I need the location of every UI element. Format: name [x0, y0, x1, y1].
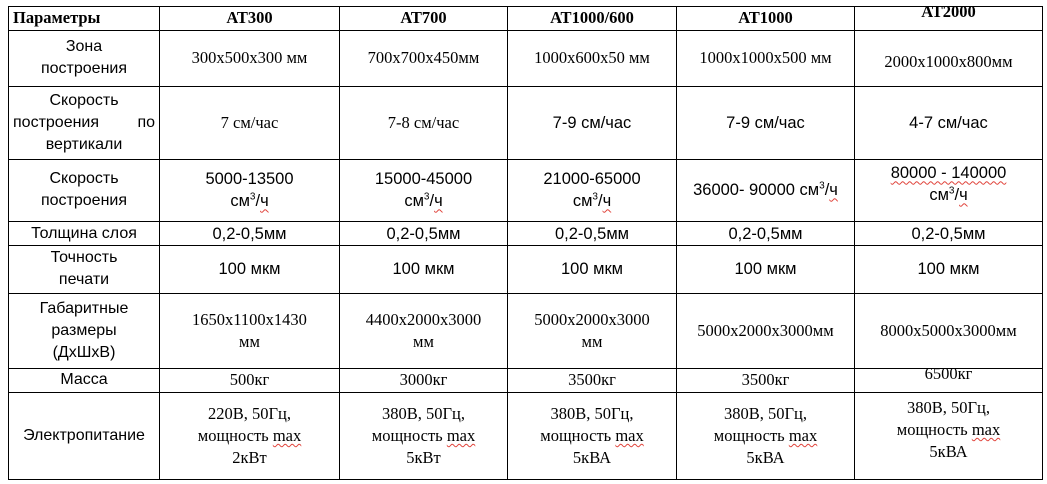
- param-build-zone: Зона построения: [9, 30, 160, 86]
- header-parameters: Параметры: [9, 7, 160, 31]
- value-cell: 2000x1000x800мм: [855, 30, 1043, 86]
- row-vertical-speed: [9, 87, 1043, 160]
- row-build-zone: [9, 30, 1043, 86]
- value-cell: 100 мкм: [677, 246, 855, 294]
- value-cell: 80000 - 140000 $см^3/ч$: [855, 159, 1043, 221]
- value-cell: 0,2-0,5мм: [677, 222, 855, 246]
- value-cell: 0,2-0,5мм: [508, 222, 677, 246]
- value-cell: 500кг: [160, 368, 340, 392]
- value-cell: 5000x2000x3000мм: [677, 293, 855, 368]
- value-cell: 380В, 50Гц, мощность max 5кВА: [508, 392, 677, 479]
- param-build-speed: Скорость построения: [9, 159, 160, 221]
- param-vertical-speed: Скорость построения по вертикали: [9, 87, 160, 160]
- value-cell: 3000кг: [340, 368, 508, 392]
- param-dimensions: Габаритные размеры (ДхШхВ): [9, 293, 160, 368]
- row-build-speed: [9, 159, 1043, 221]
- value-cell: 3500кг: [677, 368, 855, 392]
- value-cell: 7-9 см/час: [677, 87, 855, 160]
- row-print-accuracy: [9, 246, 1043, 294]
- header-model: [855, 2, 1043, 31]
- value-cell: 300x500x300 мм: [160, 30, 340, 86]
- specifications-table: [8, 2, 1043, 480]
- value-cell: 4-7 см/час: [855, 87, 1043, 160]
- param-print-accuracy: Точность печати: [9, 246, 160, 294]
- value-cell: 8000x5000x3000мм: [855, 293, 1043, 368]
- value-cell: 5000-13500 $см^3/ч$: [160, 159, 340, 221]
- value-cell: 21000-65000 $см^3/ч$: [508, 159, 677, 221]
- header-model: АТ700: [340, 7, 508, 31]
- value-cell: 7 см/час: [160, 87, 340, 160]
- value-cell: 100 мкм: [340, 246, 508, 294]
- value-cell: 1000x600x50 мм: [508, 30, 677, 86]
- row-layer-thickness: [9, 222, 1043, 246]
- value-cell: 0,2-0,5мм: [160, 222, 340, 246]
- param-power: Электропитание: [9, 392, 160, 479]
- value-cell: 100 мкм: [160, 246, 340, 294]
- header-model: АТ300: [160, 7, 340, 31]
- value-cell: 0,2-0,5мм: [340, 222, 508, 246]
- param-layer-thickness: Толщина слоя: [9, 222, 160, 246]
- value-cell: 7-9 см/час: [508, 87, 677, 160]
- row-dimensions: [9, 293, 1043, 368]
- value-cell: 5000x2000x3000 мм: [508, 293, 677, 368]
- value-cell: 1650x1100x1430 мм: [160, 293, 340, 368]
- value-cell: 15000-45000 $см^3/ч$: [340, 159, 508, 221]
- value-cell: 0,2-0,5мм: [855, 222, 1043, 246]
- value-cell: 4400x2000x3000 мм: [340, 293, 508, 368]
- value-cell: 220В, 50Гц, мощность max 2кВт: [160, 392, 340, 479]
- row-mass: [9, 368, 1043, 392]
- param-mass: Масса: [9, 368, 160, 392]
- value-cell: 380В, 50Гц, мощность max 5кВА: [855, 392, 1043, 479]
- value-cell: 100 мкм: [855, 246, 1043, 294]
- value-cell: 100 мкм: [508, 246, 677, 294]
- header-model: АТ1000: [677, 7, 855, 31]
- header-model: АТ1000/600: [508, 7, 677, 31]
- header-row: [9, 7, 1043, 31]
- header-model-label: АТ2000: [921, 2, 976, 22]
- value-cell: 6500кг: [855, 368, 1043, 392]
- value-cell: 36000- 90000 $см^3/ч$: [677, 159, 855, 221]
- value-cell: 7-8 см/час: [340, 87, 508, 160]
- value-cell: 1000x1000x500 мм: [677, 30, 855, 86]
- row-power: [9, 392, 1043, 479]
- value-cell: 3500кг: [508, 368, 677, 392]
- value-cell: 380В, 50Гц, мощность max 5кВА: [677, 392, 855, 479]
- value-cell: 700x700x450мм: [340, 30, 508, 86]
- value-cell: 380В, 50Гц, мощность max 5кВт: [340, 392, 508, 479]
